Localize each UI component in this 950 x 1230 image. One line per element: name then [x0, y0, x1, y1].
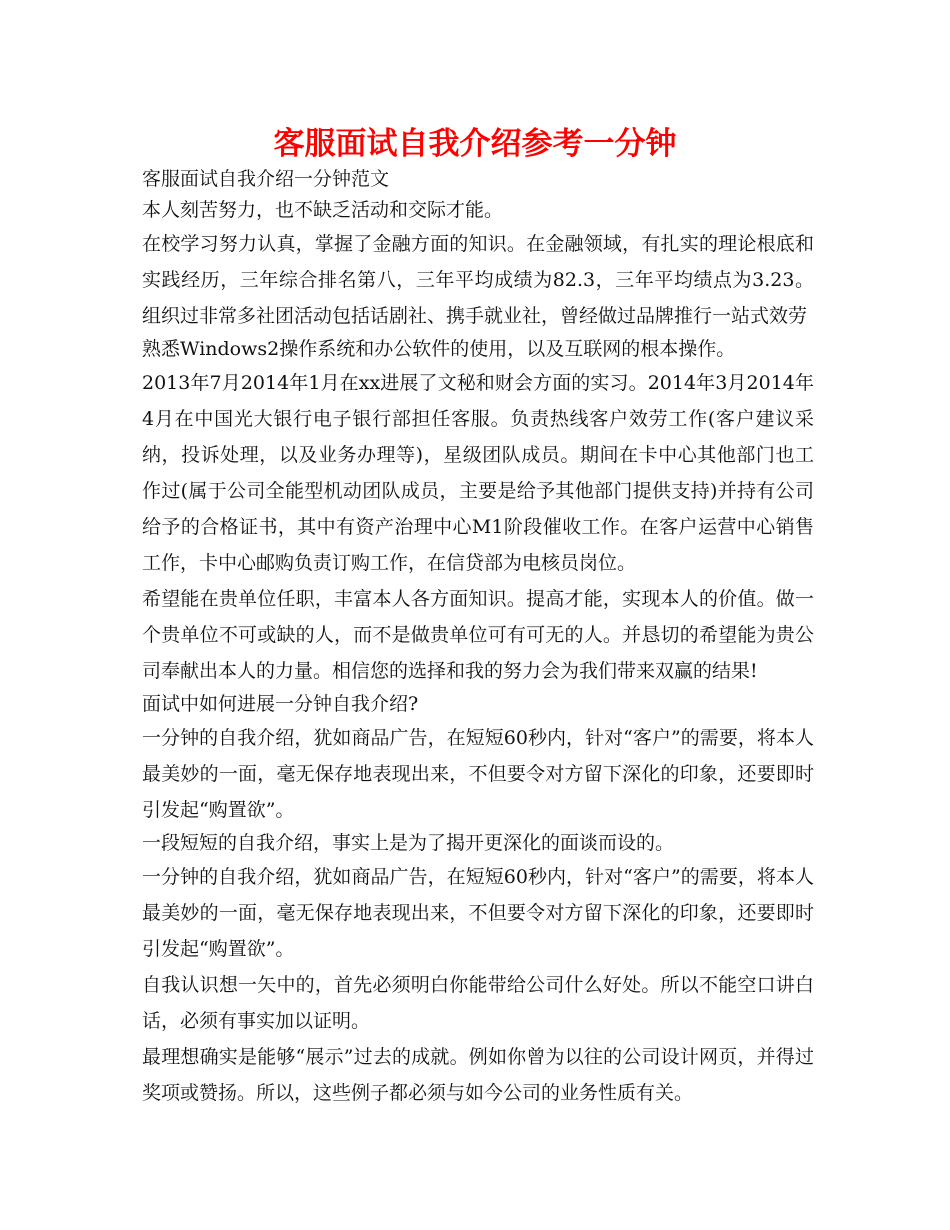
- paragraph: 最理想确实是能够“展示”过去的成就。例如你曾为以往的公司设计网页，并得过奖项或赞扬。所以，这些例子都必须与如今公司的业务性质有关。: [142, 1046, 814, 1104]
- paragraph: 一分钟的自我介绍，犹如商品广告，在短短60秒内，针对“客户”的需要，将本人最美妙的一面，毫无保存地表现出来，不但要令对方留下深化的印象，还要即时引发起“购置欲”。: [142, 727, 814, 821]
- paragraph: 熟悉Windows2操作系统和办公软件的使用，以及互联网的根本操作。: [142, 338, 736, 360]
- paragraph: 本人刻苦努力，也不缺乏活动和交际才能。: [142, 199, 504, 221]
- paragraph-subtitle: 客服面试自我介绍一分钟范文: [142, 168, 390, 190]
- paragraph: 自我认识想一矢中的，首先必须明白你能带给公司什么好处。所以不能空口讲白话，必须有事实加以证明。: [142, 974, 814, 1032]
- paragraph: 2013年7月2014年1月在xx进展了文秘和财会方面的实习。2014年3月2014年4月在中国光大银行电子银行部担任客服。负责热线客户效劳工作(客户建议采纳，投诉处理，以及业务办理等)，星级团队成员。期间在卡中心其他部门也工作过(属于公司全能型机动团队成员，主要是给予其他部门提供支持)并持有公司给予的合格证书，其中有资产治理中心M1阶段催收工作。在客户运营中心销售工作，卡中心邮购负责订购工作，在信贷部为电核员岗位。: [142, 372, 814, 574]
- paragraph: 一分钟的自我介绍，犹如商品广告，在短短60秒内，针对“客户”的需要，将本人最美妙的一面，毫无保存地表现出来，不但要令对方留下深化的印象，还要即时引发起“购置欲”。: [142, 866, 814, 960]
- paragraph: 一段短短的自我介绍，事实上是为了揭开更深化的面谈而设的。: [142, 832, 675, 854]
- paragraph-heading: 面试中如何进展一分钟自我介绍?: [142, 693, 419, 715]
- paragraph: 希望能在贵单位任职，丰富本人各方面知识。提高才能，实现本人的价值。做一个贵单位不可或缺的人，而不是做贵单位可有可无的人。并恳切的希望能为贵公司奉献出本人的力量。相信您的选择和我的努力会为我们带来双赢的结果!: [142, 588, 814, 682]
- document-body: [142, 164, 814, 1111]
- document-title: 客服面试自我介绍参考一分钟: [273, 126, 677, 162]
- paragraph: 在校学习努力认真，掌握了金融方面的知识。在金融领域，有扎实的理论根底和实践经历，三年综合排名第八，三年平均成绩为82.3，三年平均绩点为3.23。组织过非常多社团活动包括话剧社、携手就业社，曾经做过品牌推行一站式效劳: [142, 233, 814, 327]
